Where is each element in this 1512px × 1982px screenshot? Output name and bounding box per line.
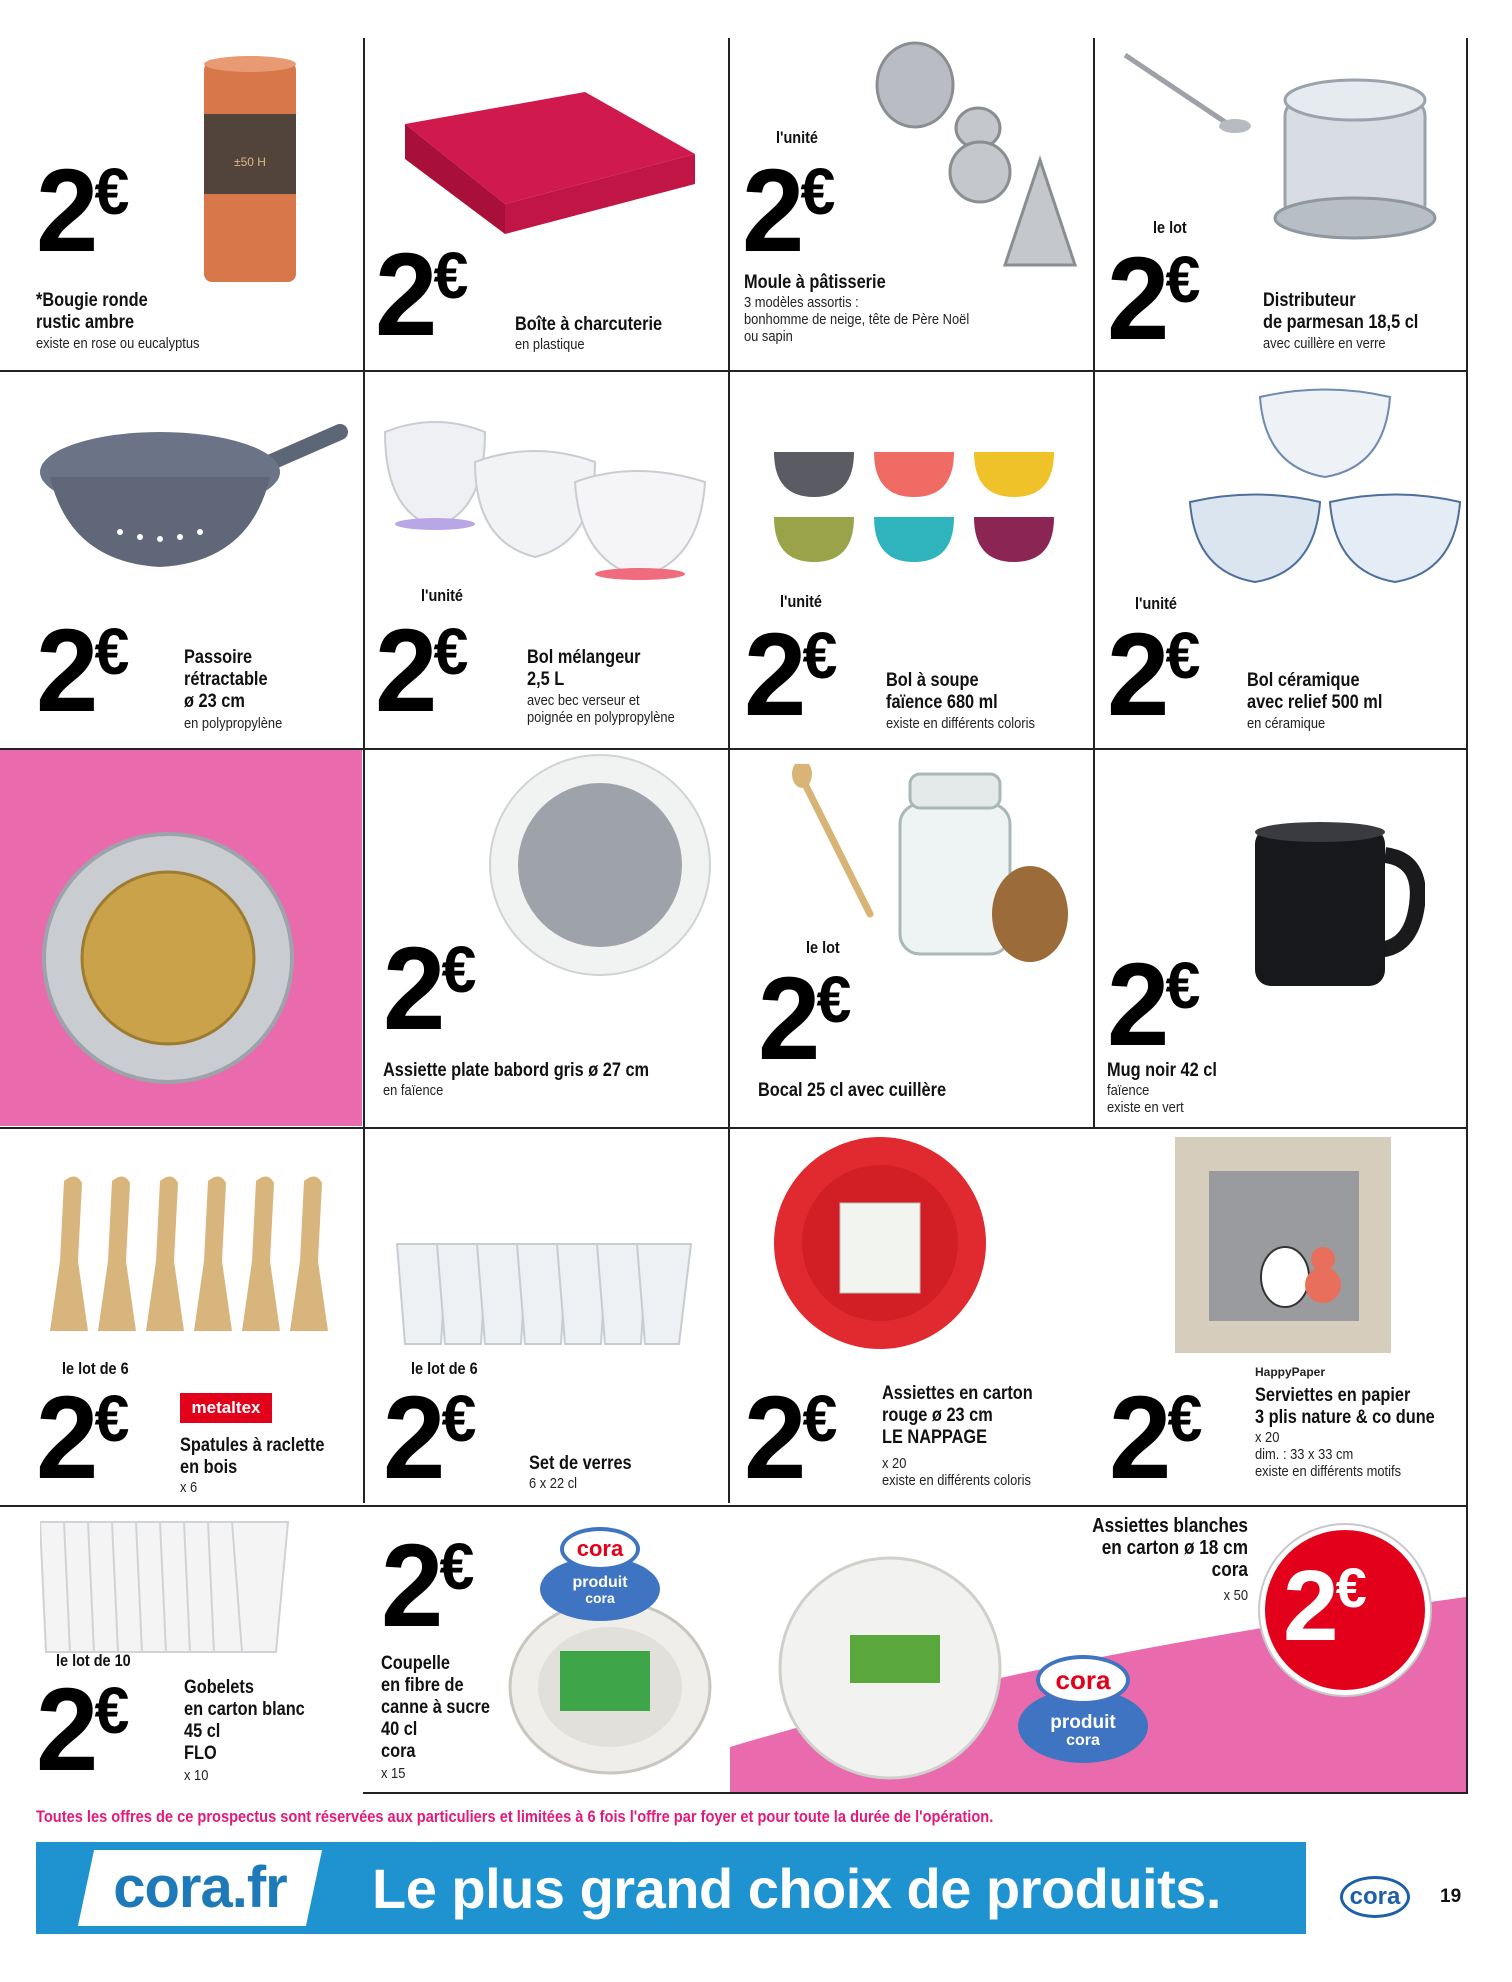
product-desc: existe en différents coloris xyxy=(886,715,1035,732)
product-name: Mug noir 42 cl xyxy=(1107,1060,1217,1081)
red-price-disc: 2€ xyxy=(1260,1525,1430,1695)
product-assiette-plate[interactable] xyxy=(365,750,727,1126)
cora-produit-badge-large: cora produit cora xyxy=(1018,1655,1148,1765)
product-desc: x 15 xyxy=(381,1765,406,1782)
product-bol-melangeur[interactable] xyxy=(365,372,727,747)
product-coupelle[interactable] xyxy=(365,1507,727,1792)
unit-label: le lot de 6 xyxy=(62,1359,129,1378)
product-desc: avec cuillère en verre xyxy=(1263,335,1386,352)
product-desc: x 20 dim. : 33 x 33 cm existe en différents motifs xyxy=(1255,1429,1402,1480)
product-name: Coupelle en fibre de canne à sucre 40 cl cora xyxy=(381,1653,491,1762)
product-name: Serviettes en papier 3 plis nature & co dune xyxy=(1255,1385,1435,1428)
product-name: Boîte à charcuterie xyxy=(515,314,663,335)
cora-logo: cora xyxy=(1340,1876,1410,1918)
product-name: Gobelets en carton blanc 45 cl FLO xyxy=(184,1677,305,1764)
metaltex-logo: metaltex xyxy=(180,1393,272,1423)
product-name: Distributeur de parmesan 18,5 cl xyxy=(1263,290,1419,333)
candle-image xyxy=(200,54,300,284)
price: 2€ xyxy=(744,1372,834,1504)
euro-coin-panel xyxy=(0,750,362,1126)
product-name: Bocal 25 cl avec cuillère xyxy=(758,1080,947,1101)
product-name: Assiette plate babord gris ø 27 cm xyxy=(383,1060,650,1081)
price: 2€ xyxy=(744,609,834,741)
product-desc: x 10 xyxy=(184,1767,209,1784)
mixing-bowls-image xyxy=(375,412,715,582)
napkins-image xyxy=(1175,1137,1391,1353)
product-desc: 6 x 22 cl xyxy=(529,1475,578,1492)
plate-image xyxy=(485,750,715,980)
price: 2€ xyxy=(36,145,126,277)
unit-label: l'unité xyxy=(776,128,818,147)
product-bol-soupe[interactable] xyxy=(730,372,1092,747)
product-assiettes-carton[interactable] xyxy=(730,1129,1092,1504)
unit-label: le lot xyxy=(806,938,840,957)
colander-image xyxy=(30,412,350,582)
product-desc: x 50 xyxy=(1223,1587,1248,1604)
sugarcane-bowl-image xyxy=(505,1597,715,1777)
price: 2€ xyxy=(36,605,126,737)
spatulas-image xyxy=(46,1171,346,1341)
product-moule[interactable] xyxy=(730,40,1092,368)
price: 2€ xyxy=(1107,939,1197,1071)
unit-label: l'unité xyxy=(1135,594,1177,613)
product-name: Assiettes blanches en carton ø 18 cm cora xyxy=(1092,1515,1248,1581)
product-desc: en plastique xyxy=(515,336,585,353)
price: 2€ xyxy=(36,1664,126,1792)
unit-label: l'unité xyxy=(421,586,463,605)
product-desc: en polypropylène xyxy=(184,715,283,732)
unit-label: le lot de 6 xyxy=(411,1359,478,1378)
price: 2€ xyxy=(758,953,848,1085)
product-gobelets[interactable] xyxy=(0,1507,362,1792)
cups-image xyxy=(40,1517,290,1657)
product-name: Bol mélangeur 2,5 L xyxy=(527,647,641,690)
price: 2€ xyxy=(1109,1372,1199,1504)
mug-image xyxy=(1245,810,1425,990)
product-name: Moule à pâtisserie xyxy=(744,272,886,293)
unit-label: l'unité xyxy=(780,592,822,611)
product-desc: x 6 xyxy=(180,1479,198,1496)
product-verres[interactable] xyxy=(365,1129,727,1504)
product-name: *Bougie ronde rustic ambre xyxy=(36,290,148,333)
product-desc: avec bec verseur et poignée en polypropylène xyxy=(527,692,675,726)
unit-label: le lot de 10 xyxy=(56,1651,131,1670)
parmesan-dispenser-image xyxy=(1115,40,1455,240)
banner[interactable] xyxy=(36,1842,1306,1934)
product-bougie[interactable] xyxy=(0,40,362,368)
product-desc: 3 modèles assortis : bonhomme de neige, tête de Père Noël ou sapin xyxy=(744,294,970,345)
happypaper-logo: HappyPaper xyxy=(1255,1365,1326,1379)
price: 2€ xyxy=(1107,233,1197,365)
product-desc: en faïence xyxy=(383,1082,444,1099)
product-boite[interactable] xyxy=(365,40,727,368)
price: 2€ xyxy=(383,1372,473,1504)
svg-text:±50 H: ±50 H xyxy=(234,155,266,169)
product-desc: x 20 existe en différents coloris xyxy=(882,1455,1031,1489)
product-name: Set de verres xyxy=(529,1453,632,1474)
product-passoire[interactable] xyxy=(0,372,362,747)
cora-fr-link[interactable]: cora.fr xyxy=(78,1850,322,1926)
ceramic-bowls-image xyxy=(1185,382,1465,602)
product-name: Assiettes en carton rouge ø 23 cm LE NAPPAGE xyxy=(882,1383,1033,1448)
price: 2€ xyxy=(383,923,473,1055)
product-name: Bol céramique avec relief 500 ml xyxy=(1247,670,1383,713)
price: 2€ xyxy=(36,1372,126,1504)
price: 2€ xyxy=(375,229,465,361)
cake-moulds-image xyxy=(860,40,1090,280)
price: 2€ xyxy=(1107,609,1197,741)
product-bocal[interactable] xyxy=(730,750,1092,1126)
red-plates-image xyxy=(770,1133,990,1353)
slogan: Le plus grand choix de produits. xyxy=(372,1857,1221,1920)
soup-bowls-image xyxy=(754,442,1074,572)
unit-label: le lot xyxy=(1153,218,1187,237)
white-plates-image xyxy=(770,1553,1010,1783)
price: 2€ xyxy=(375,605,465,737)
product-serviettes[interactable] xyxy=(1095,1129,1466,1504)
product-bol-ceramique[interactable] xyxy=(1095,372,1466,747)
product-distributeur[interactable] xyxy=(1095,40,1466,368)
product-desc: faïence existe en vert xyxy=(1107,1082,1184,1116)
product-assiettes-blanches[interactable] xyxy=(730,1507,1466,1792)
legal-note: Toutes les offres de ce prospectus sont réservées aux particuliers et limitées à 6 fois l'offre par foyer et pour toute la durée de l'opération. xyxy=(36,1807,994,1826)
page-number: 19 xyxy=(1440,1886,1462,1907)
glasses-image xyxy=(395,1239,695,1349)
product-desc: existe en rose ou eucalyptus xyxy=(36,335,200,352)
product-desc: en céramique xyxy=(1247,715,1326,732)
product-spatules[interactable] xyxy=(0,1129,362,1504)
product-name: Bol à soupe faïence 680 ml xyxy=(886,670,998,713)
jar-spoon-image xyxy=(790,764,1080,964)
price: 2€ xyxy=(742,145,832,277)
product-name: Spatules à raclette en bois xyxy=(180,1435,325,1478)
euro-coin-image xyxy=(40,830,296,1086)
product-mug[interactable] xyxy=(1095,750,1466,1126)
price: 2€ xyxy=(381,1520,471,1652)
cora-produit-badge: cora produit cora xyxy=(540,1527,660,1623)
box-image xyxy=(375,84,705,234)
product-name: Passoire rétractable ø 23 cm xyxy=(184,647,268,712)
